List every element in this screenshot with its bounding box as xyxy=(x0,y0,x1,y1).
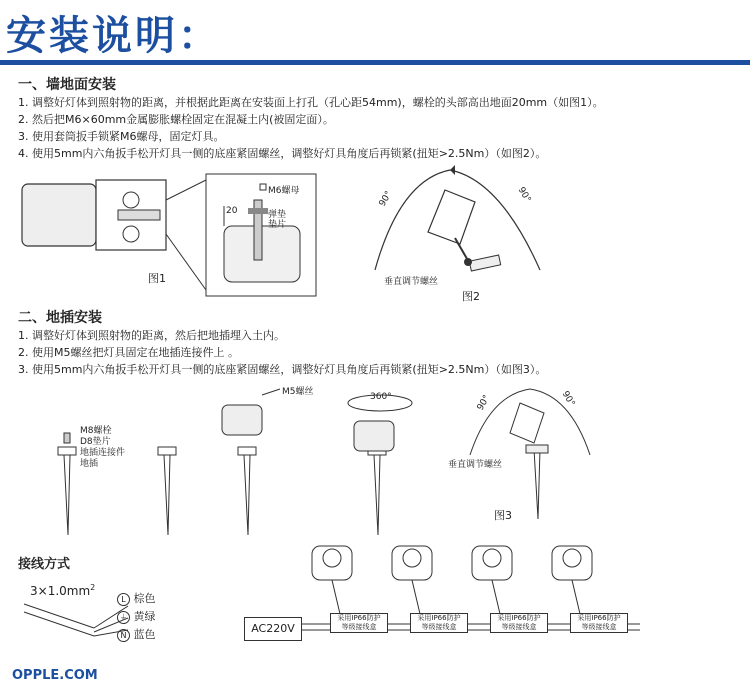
junction-box-line2: 等级接线盒 xyxy=(421,623,457,631)
title-rule xyxy=(0,60,750,65)
spike xyxy=(244,455,250,535)
fig2-screw-label: 垂直调节螺丝 xyxy=(384,277,439,287)
fig1-label-gasket: 垫片 xyxy=(268,220,287,230)
spike-label-washer: D8垫片 xyxy=(80,437,111,447)
fig3-angle-left: 90° xyxy=(475,393,493,413)
wire-color: 蓝色 xyxy=(133,628,156,641)
page-title: 安装说明： xyxy=(6,13,221,59)
junction-box-line1: 采用IP66防护 xyxy=(417,614,461,622)
section2-heading: 二、地插安装 xyxy=(18,310,102,326)
junction-box xyxy=(330,613,388,633)
wire-color: 黄绿 xyxy=(133,610,156,623)
mount-hole-icon xyxy=(123,226,139,242)
junction-box-line1: 采用IP66防护 xyxy=(497,614,541,622)
wire-symbol: L xyxy=(117,593,130,606)
wire-n xyxy=(117,626,156,642)
wire-color: 棕色 xyxy=(133,592,156,605)
chain-lamp xyxy=(552,546,592,614)
fig1-label-nut: M6螺母 xyxy=(268,186,300,196)
junction-box-line2: 等级接线盒 xyxy=(581,623,617,631)
m5-screw-label: M5螺丝 xyxy=(282,387,314,397)
section1-step: 1. 调整好灯体到照射物的距离，并根据此距离在安装面上打孔（孔心距54mm)，螺栓的头部高出地面20mm（如图1）。 xyxy=(18,96,604,109)
cable-spec-sup: 2 xyxy=(90,583,96,592)
fig2-angle-left: 90° xyxy=(377,189,395,209)
rotation-label: 360° xyxy=(370,392,392,402)
fig1-label-washer: 弹垫 xyxy=(268,210,287,220)
junction-box xyxy=(410,613,468,633)
wire-symbol: ⏚ xyxy=(117,611,130,624)
fig2-lamp-head xyxy=(428,190,475,244)
section1-step: 2. 然后把M6×60mm金属膨胀螺栓固定在混凝土内(被固定面）。 xyxy=(18,113,334,126)
fig3-lamp-head xyxy=(510,403,544,443)
wire-symbol: N xyxy=(117,629,130,642)
fig3-screw-label: 垂直调节螺丝 xyxy=(448,460,503,470)
section2-step: 2. 使用M5螺丝把灯具固定在地插连接件上 。 xyxy=(18,346,239,359)
junction-box-line1: 采用IP66防护 xyxy=(577,614,621,622)
footer-brand-link[interactable]: OPPLE.COM xyxy=(12,668,98,683)
spike-label-connector: 地插连接件 xyxy=(80,448,126,458)
chain-lamp xyxy=(312,546,352,614)
junction-box-line2: 等级接线盒 xyxy=(341,623,377,631)
fig3-angle-right: 90° xyxy=(559,389,577,409)
spike-lamp xyxy=(354,421,394,451)
chain-lamp xyxy=(472,546,512,614)
section2-steps xyxy=(18,327,546,378)
spike xyxy=(534,449,540,519)
chain-lamp xyxy=(392,546,432,614)
junction-box-line2: 等级接线盒 xyxy=(501,623,537,631)
fig2-angle-right: 90° xyxy=(515,185,533,205)
junction-box xyxy=(570,613,628,633)
section1-step: 4. 使用5mm内六角扳手松开灯具一侧的底座紧固螺丝，调整好灯具角度后再锁紧(扭矩>2.5Nm）（如图2）。 xyxy=(18,147,547,160)
fig1-caption: 图1 xyxy=(148,272,166,285)
wire-l xyxy=(117,590,156,606)
wire-ground xyxy=(117,608,156,624)
power-source-box: AC220V xyxy=(244,617,302,641)
fig1-dimension: 20 xyxy=(226,206,238,216)
wiring-heading: 接线方式 xyxy=(18,557,71,572)
spike-label-bolt: M8螺栓 xyxy=(80,426,112,436)
section1-heading: 一、墙地面安装 xyxy=(18,77,116,93)
junction-box-line1: 采用IP66防护 xyxy=(337,614,381,622)
cable-spec-text: 3×1.0mm xyxy=(30,584,91,598)
spike xyxy=(64,455,70,535)
spike-install-diagram xyxy=(40,385,480,545)
fig2-caption: 图2 xyxy=(462,290,480,303)
section1-step: 3. 使用套筒扳手锁紧M6螺母，固定灯具。 xyxy=(18,130,225,143)
section2-step: 1. 调整好灯体到照射物的距离，然后把地插埋入土内。 xyxy=(18,329,285,342)
fig3-caption: 图3 xyxy=(494,509,512,522)
section1-steps xyxy=(18,94,604,162)
spike-label-spike: 地插 xyxy=(80,459,99,469)
spike xyxy=(374,455,380,535)
section2-step: 3. 使用5mm内六角扳手松开灯具一侧的底座紧固螺丝，调整好灯具角度后再锁紧(扭矩>2.5Nm）（如图3）。 xyxy=(18,363,547,376)
junction-box xyxy=(490,613,548,633)
lamp-body xyxy=(22,184,96,246)
spike xyxy=(164,455,170,535)
mount-hole-icon xyxy=(123,192,139,208)
spike-lamp xyxy=(222,405,262,435)
